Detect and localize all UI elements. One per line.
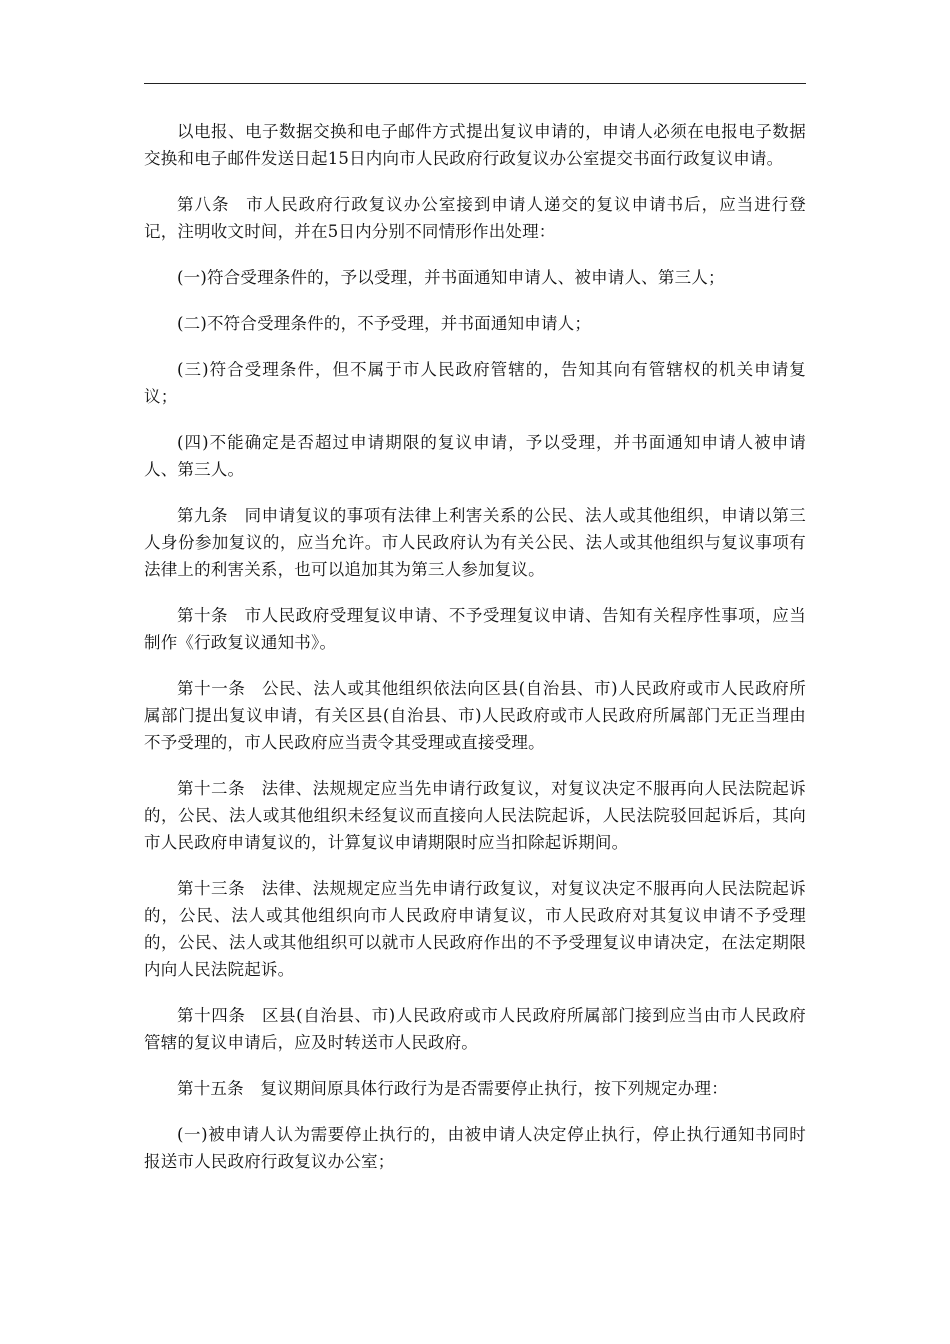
article-number: 第十条	[177, 606, 229, 625]
header-rule	[144, 83, 806, 84]
article-number: 第九条	[177, 506, 229, 525]
article-number: 第十一条	[177, 679, 246, 698]
paragraph-text: 区县(自治县、市)人民政府或市人民政府所属部门接到应当由市人民政府管辖的复议申请后，应及时转送市人民政府。	[144, 1006, 806, 1052]
article-8-item-2	[144, 310, 806, 337]
paragraph-text: 法律、法规规定应当先申请行政复议，对复议决定不服再向人民法院起诉的，公民、法人或其他组织未经复议而直接向人民法院起诉，人民法院驳回起诉后，其向市人民政府申请复议的，计算复议申请期限时应当扣除起诉期间。	[144, 779, 806, 852]
article-13	[144, 875, 806, 983]
article-number: 第十二条	[177, 779, 246, 798]
article-8-item-3	[144, 356, 806, 410]
paragraph-text: 法律、法规规定应当先申请行政复议，对复议决定不服再向人民法院起诉的，公民、法人或其他组织向市人民政府申请复议，市人民政府对其复议申请不予受理的，公民、法人或其他组织可以就市人民政府作出的不予受理复议申请决定，在法定期限内向人民法院起诉。	[144, 879, 806, 979]
article-number: 第十三条	[177, 879, 246, 898]
article-14	[144, 1002, 806, 1056]
article-number: 第十四条	[177, 1006, 246, 1025]
paragraph-text: 同申请复议的事项有法律上利害关系的公民、法人或其他组织，申请以第三人身份参加复议的，应当允许。市人民政府认为有关公民、法人或其他组织与复议事项有法律上的利害关系，也可以追加其为第三人参加复议。	[144, 506, 806, 579]
article-15	[144, 1075, 806, 1102]
paragraph-text: 复议期间原具体行政行为是否需要停止执行，按下列规定办理：	[260, 1079, 728, 1098]
paragraph-text: 以电报、电子数据交换和电子邮件方式提出复议申请的，申请人必须在电报电子数据交换和电子邮件发送日起15日内向市人民政府行政复议办公室提交书面行政复议申请。	[144, 122, 806, 168]
paragraph-1	[144, 118, 806, 172]
paragraph-text: 市人民政府受理复议申请、不予受理复议申请、告知有关程序性事项，应当制作《行政复议通知书》。	[144, 606, 806, 652]
article-9	[144, 502, 806, 583]
paragraph-text: 市人民政府行政复议办公室接到申请人递交的复议申请书后，应当进行登记，注明收文时间，并在5日内分别不同情形作出处理：	[144, 195, 806, 241]
document-body	[144, 118, 806, 1194]
article-12	[144, 775, 806, 856]
paragraph-text: (三)符合受理条件，但不属于市人民政府管辖的，告知其向有管辖权的机关申请复议；	[144, 360, 806, 406]
article-8-item-4	[144, 429, 806, 483]
article-number: 第八条	[177, 195, 230, 214]
paragraph-text: (四)不能确定是否超过申请期限的复议申请，予以受理，并书面通知申请人被申请人、第三人。	[144, 433, 806, 479]
paragraph-text: (一)符合受理条件的，予以受理，并书面通知申请人、被申请人、第三人；	[177, 268, 725, 287]
article-15-item-1	[144, 1121, 806, 1175]
paragraph-text: (二)不符合受理条件的，不予受理，并书面通知申请人；	[177, 314, 592, 333]
article-10	[144, 602, 806, 656]
article-number: 第十五条	[177, 1079, 244, 1098]
article-8	[144, 191, 806, 245]
paragraph-text: 公民、法人或其他组织依法向区县(自治县、市)人民政府或市人民政府所属部门提出复议申请，有关区县(自治县、市)人民政府或市人民政府所属部门无正当理由不予受理的，市人民政府应当责令其受理或直接受理。	[144, 679, 806, 752]
article-11	[144, 675, 806, 756]
article-8-item-1	[144, 264, 806, 291]
paragraph-text: (一)被申请人认为需要停止执行的，由被申请人决定停止执行，停止执行通知书同时报送市人民政府行政复议办公室；	[144, 1125, 806, 1171]
